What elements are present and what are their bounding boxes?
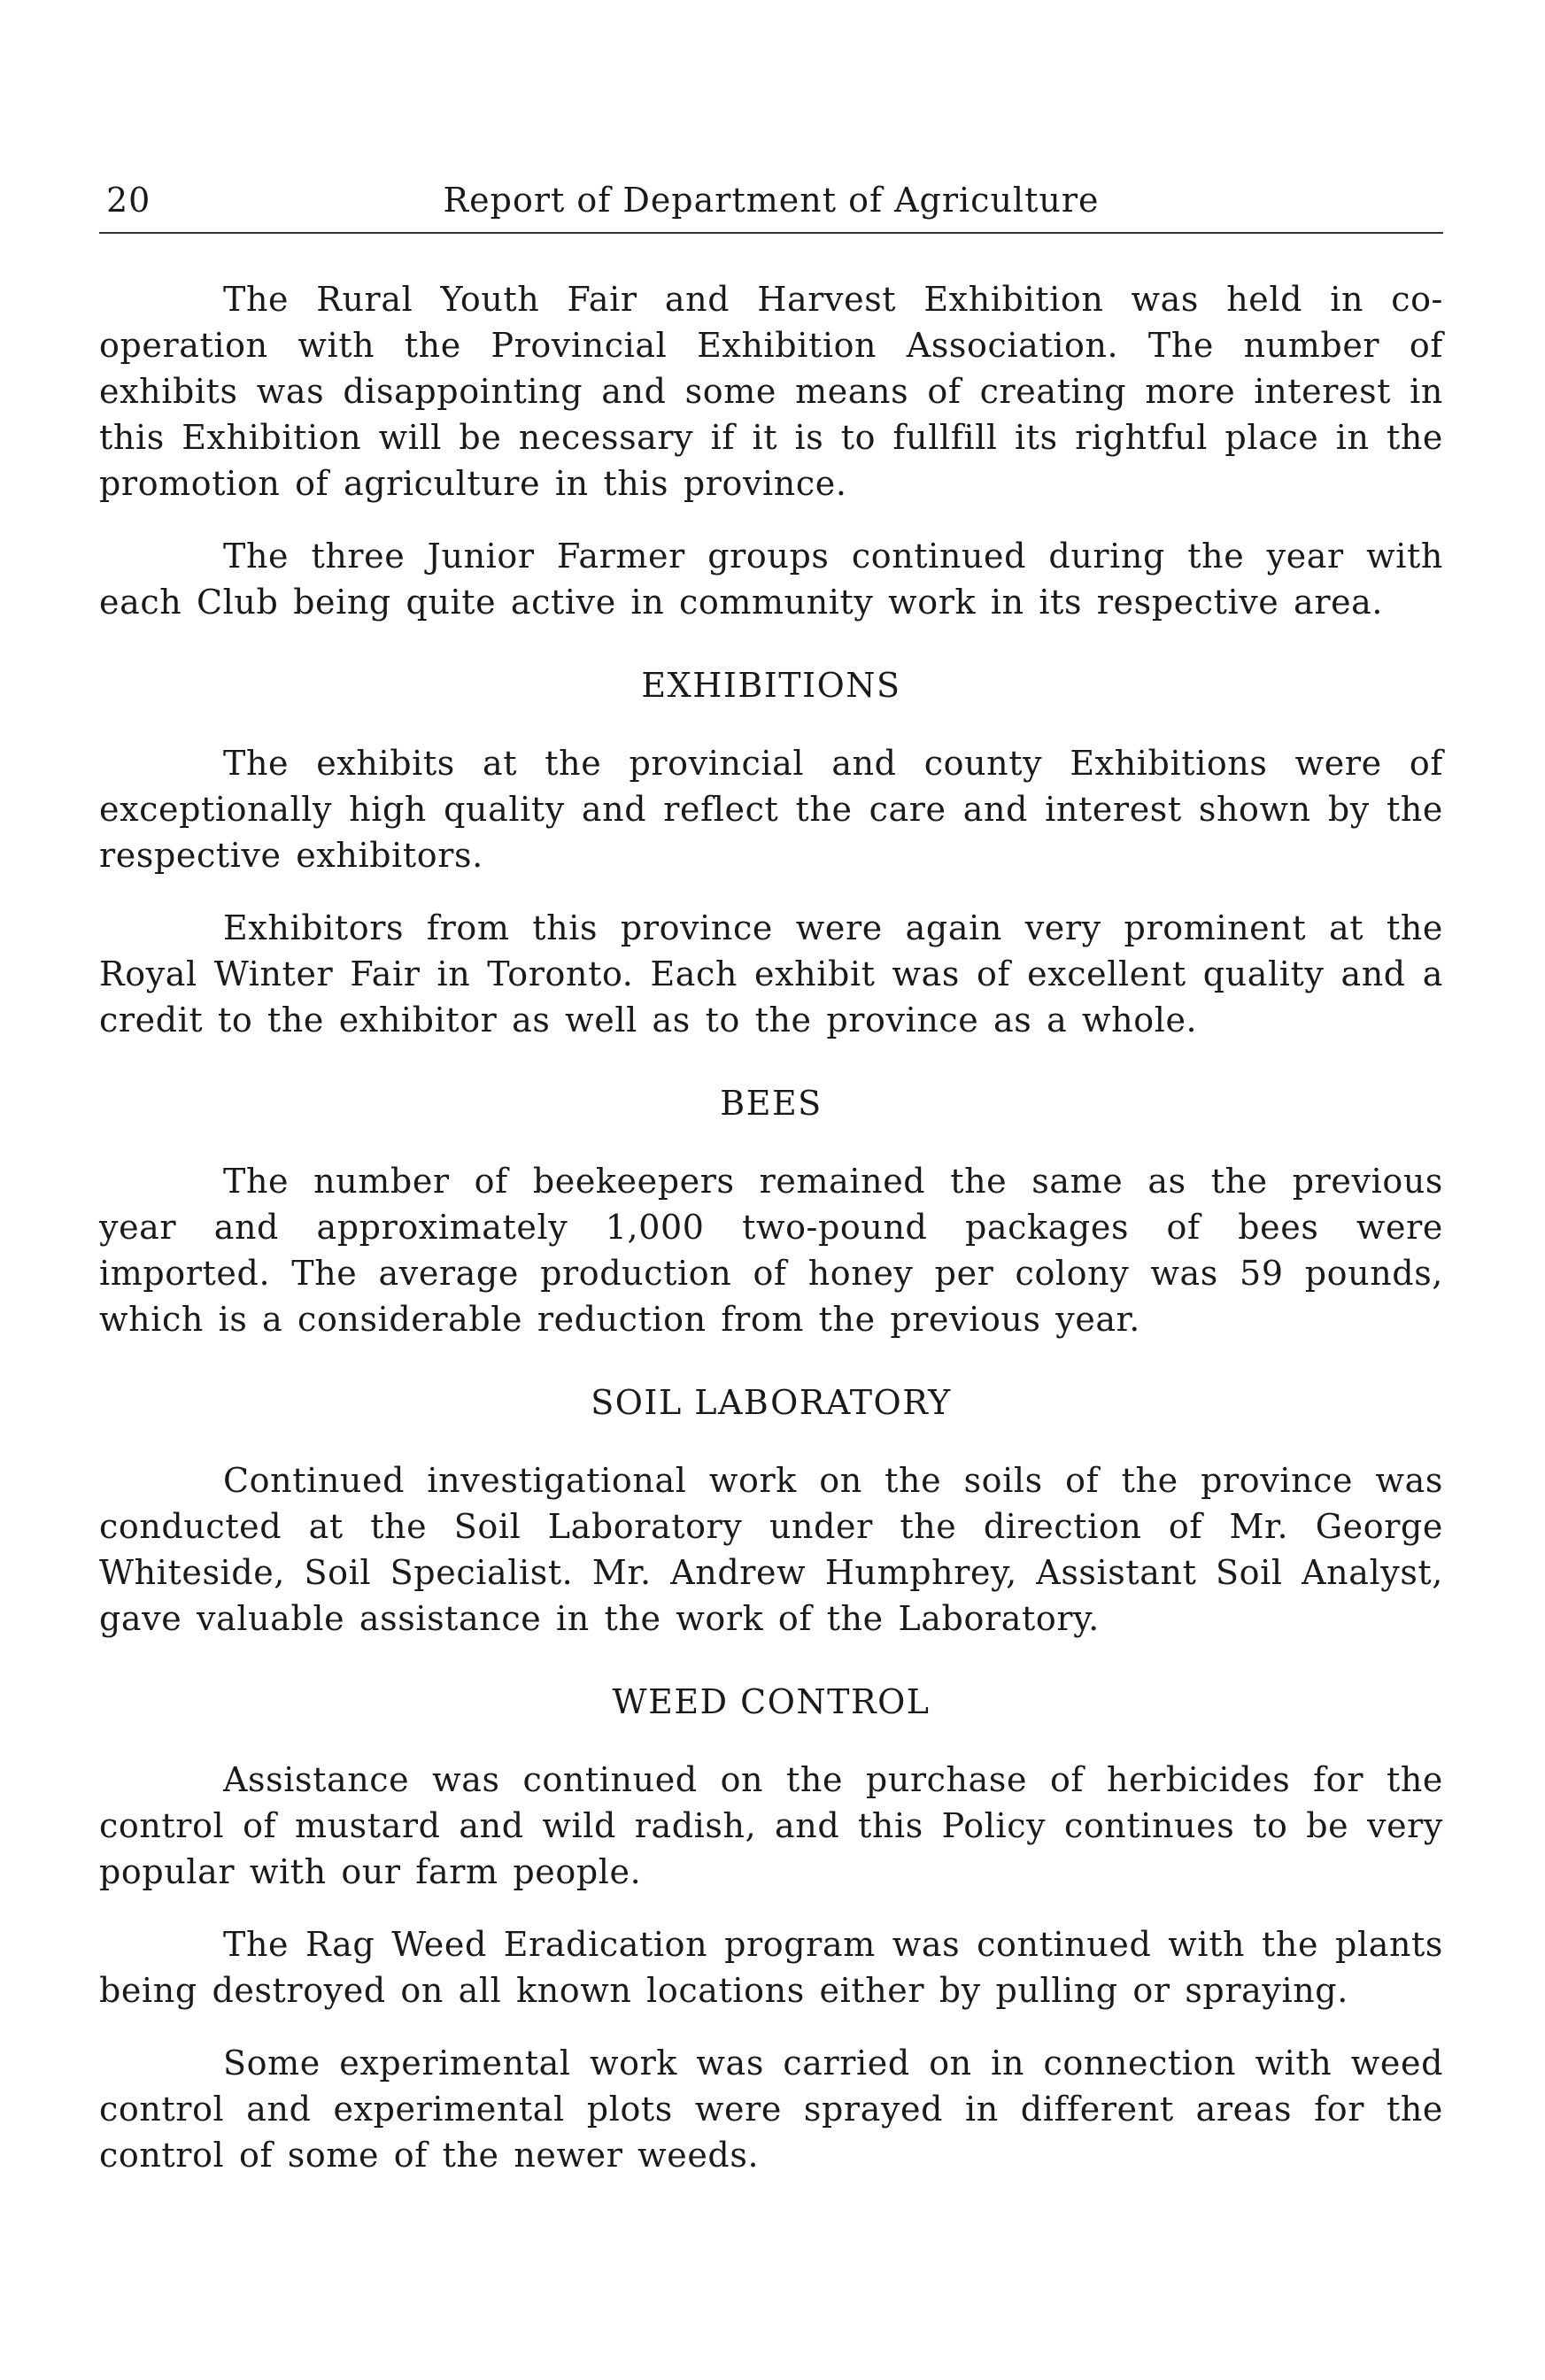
weed-control-paragraph-1: Assistance was continued on the purchase of herbicides for the control of mustard and wild radish, and this Policy continues to be very popular with our farm people. xyxy=(99,1760,1443,1891)
weed-control-paragraph-3: Some experimental work was carried on in connection with weed control and experimental plots were sprayed in different areas for the control of some of the newer weeds. xyxy=(99,2044,1443,2175)
weed-control-paragraph-2: The Rag Weed Eradication program was continued with the plants being destroyed on all known locations either by pulling or spraying. xyxy=(99,1925,1443,2010)
bees-paragraph-1: The number of beekeepers remained the same as the previous year and approximately 1,000 two-pound packages of bees were imported. The average production of honey per colony was 59 pounds, which is a considerable reduction from the previous year. xyxy=(99,1162,1443,1339)
exhibitions-paragraph-1: The exhibits at the provincial and county Exhibitions were of exceptionally high quality and reflect the care and interest shown by the respective exhibitors. xyxy=(99,744,1443,875)
running-title: Report of Department of Agriculture xyxy=(443,181,1100,220)
document-page xyxy=(99,168,1443,2205)
section-heading-soil-laboratory: SOIL LABORATORY xyxy=(591,1383,952,1422)
intro-paragraph-junior-farmers: The three Junior Farmer groups continued during the year with each Club being quite active in community work in its respective area. xyxy=(99,537,1443,622)
intro-paragraph-rural-youth-fair: The Rural Youth Fair and Harvest Exhibition was held in co-operation with the Provincial Exhibition Association. The number of exhibits was disappointing and some means of creating more interest in this Exhibition will be necessary if it is to fullfill its rightful place in the promotion of agriculture in this province. xyxy=(99,280,1443,503)
exhibitions-paragraph-2: Exhibitors from this province were again very prominent at the Royal Winter Fair in Toronto. Each exhibit was of excellent quality and a credit to the exhibitor as well as to the province as a whole. xyxy=(99,908,1443,1039)
section-heading-weed-control: WEED CONTROL xyxy=(612,1682,931,1721)
soil-laboratory-paragraph-1: Continued investigational work on the soils of the province was conducted at the Soil Laboratory under the direction of Mr. George Whiteside, Soil Specialist. Mr. Andrew Humphrey, Assistant Soil Analyst, gave valuable assistance in the work of the Laboratory. xyxy=(99,1461,1443,1638)
section-heading-exhibitions: EXHIBITIONS xyxy=(641,666,901,705)
running-header xyxy=(99,168,1443,234)
document-body xyxy=(99,276,1443,2178)
section-heading-bees: BEES xyxy=(720,1084,823,1123)
page-number: 20 xyxy=(106,181,151,220)
